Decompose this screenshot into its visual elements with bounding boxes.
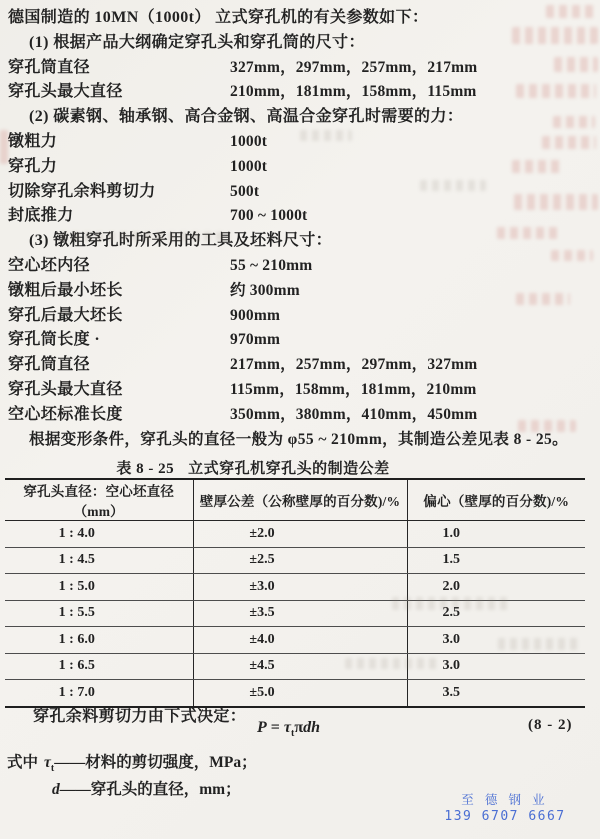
parameter-value: 115mm，158mm，181mm，210mm	[230, 380, 477, 398]
table-title: 立式穿孔机穿孔头的制造公差	[188, 461, 390, 477]
parameter-row	[8, 328, 596, 353]
parameter-value: 327mm，297mm，257mm，217mm	[230, 58, 478, 76]
parameter-row	[8, 254, 596, 279]
where-item	[44, 754, 257, 775]
table-cell: 3.5	[442, 684, 460, 700]
equation-number: (8 - 2)	[528, 717, 573, 733]
table-cell: ±2.5	[193, 547, 407, 574]
section-3-heading: (3) 镦粗穿孔时所采用的工具及坯料尺寸：	[29, 232, 333, 250]
formula-equals: =	[266, 719, 284, 736]
bleed-through-artifact	[546, 5, 596, 18]
parameter-value: 217mm，257mm，297mm，327mm	[230, 356, 478, 374]
bleed-through-artifact	[497, 227, 559, 239]
formula-where-line-1	[7, 750, 257, 774]
parameter-value: 210mm，181mm，158mm，115mm	[230, 83, 477, 101]
table-cell: 2.5	[407, 600, 585, 627]
parameter-row	[8, 279, 596, 304]
parameter-value: 1000t	[230, 157, 268, 175]
parameter-row	[8, 304, 596, 329]
table-cell: 1 : 4.5	[5, 547, 193, 574]
table-header-row	[5, 479, 585, 521]
parameter-label: 穿孔头最大直径	[8, 380, 123, 398]
table-cell: ±4.0	[193, 627, 407, 654]
bleed-through-artifact	[518, 420, 576, 432]
table-cell: 1 : 6.0	[5, 627, 193, 654]
table-cell: 2.0	[407, 574, 585, 601]
parameter-value: 970mm	[230, 331, 281, 349]
parameter-label: 镦粗后最小坯长	[8, 281, 123, 299]
bleed-through-artifact	[60, 232, 230, 241]
table-header-cell: 穿孔头直径：空心坯直径（mm）	[5, 479, 193, 521]
bleed-through-artifact	[554, 57, 598, 72]
symbol-description: ——穿孔头的直径，mm；	[59, 781, 241, 798]
parameter-row	[8, 378, 596, 403]
tolerance-table	[5, 478, 585, 708]
bleed-through-artifact	[542, 136, 596, 149]
parameter-row	[8, 56, 596, 81]
table-cell: 1.5	[407, 547, 585, 574]
parameter-row	[8, 180, 596, 205]
table-cell: 3.0	[407, 627, 585, 654]
bleed-through-artifact	[551, 250, 593, 261]
parameter-value: 900mm	[230, 306, 281, 324]
bleed-through-artifact	[498, 638, 582, 650]
section-1-heading: (1) 根据产品大纲确定穿孔头和穿孔筒的尺寸：	[29, 33, 365, 51]
table-cell: 3.0	[407, 653, 585, 680]
formula-pi: π	[294, 719, 304, 736]
parameter-label: 穿孔力	[8, 157, 58, 175]
table-cell: ±4.5	[193, 653, 407, 680]
watermark-phone: 139 6707 6667	[444, 809, 566, 824]
parameter-value: 约 300mm	[230, 281, 300, 299]
bleed-through-artifact	[512, 160, 562, 173]
symbol-d: d	[52, 781, 60, 798]
parameter-label: 穿孔筒直径	[8, 356, 91, 374]
parameter-value: 700 ~ 1000t	[230, 207, 308, 225]
bleed-through-artifact	[392, 597, 510, 610]
table-row	[5, 521, 585, 548]
table-cell: ±2.0	[193, 521, 407, 548]
bleed-through-artifact	[345, 658, 437, 669]
formula-tau: τ	[283, 719, 292, 736]
table-cell: 1 : 4.0	[5, 521, 193, 548]
bleed-through-artifact	[516, 293, 570, 305]
where-label: 式中	[7, 754, 39, 771]
parameter-value: 55 ~ 210mm	[230, 256, 313, 274]
table-cell: 1.0	[407, 521, 585, 548]
bleed-through-artifact	[300, 130, 352, 141]
table-cell: 1 : 5.5	[5, 600, 193, 627]
formula-dh: dh	[303, 719, 321, 736]
table-cell: ±5.0	[193, 680, 407, 707]
parameter-value: 1000t	[230, 132, 268, 150]
bleed-through-artifact	[420, 180, 486, 191]
table-row	[5, 653, 585, 680]
bleed-through-artifact	[0, 130, 8, 164]
parameter-label: 空心坯内径	[8, 256, 91, 274]
symbol-description: ——材料的剪切强度，MPa；	[54, 754, 257, 771]
shear-force-formula	[257, 719, 320, 739]
table-cell: ±3.0	[193, 574, 407, 601]
parameter-row	[8, 80, 596, 105]
section-2-heading: (2) 碳素钢、轴承钢、高合金钢、高温合金穿孔时需要的力：	[29, 108, 464, 126]
table-cell: 1 : 7.0	[5, 680, 193, 707]
bleed-through-artifact	[514, 194, 598, 210]
parameter-label: 穿孔头最大直径	[8, 83, 123, 101]
watermark	[440, 790, 570, 824]
parameter-row	[8, 403, 596, 428]
bleed-through-artifact	[512, 27, 598, 44]
table-number: 表 8 - 25	[116, 461, 175, 477]
bleed-through-artifact	[553, 116, 595, 128]
parameter-row	[8, 353, 596, 378]
table-header-cell: 偏心（壁厚的百分数)/%	[407, 479, 585, 521]
bleed-through-artifact	[516, 84, 596, 98]
closing-line: 根据变形条件，穿孔头的直径一般为 φ55 ~ 210mm，其制造公差见表 8 - 25。	[29, 430, 569, 448]
symbol-tau-subscript: t	[50, 763, 55, 775]
table-caption	[0, 457, 506, 478]
formula-lead-text: 穿孔余料剪切力由下式决定：	[33, 708, 247, 725]
table-cell: ±3.5	[193, 600, 407, 627]
parameter-row	[8, 204, 596, 229]
formula-P: P	[257, 719, 267, 736]
parameter-label: 封底推力	[8, 207, 74, 225]
parameter-label: 空心坯标准长度	[8, 405, 123, 423]
formula-tau-subscript: t	[291, 728, 295, 740]
parameter-value: 500t	[230, 182, 260, 200]
parameter-label: 切除穿孔余料剪切力	[8, 182, 156, 200]
parameter-label: 镦粗力	[8, 132, 58, 150]
symbol-tau: τ	[44, 754, 51, 771]
table-cell: 1 : 6.5	[5, 653, 193, 680]
parameter-label: 穿孔筒直径	[8, 58, 91, 76]
parameter-value: 350mm，380mm，410mm，450mm	[230, 405, 478, 423]
table-row	[5, 547, 585, 574]
table-header-cell: 壁厚公差（公称壁厚的百分数)/%	[193, 479, 407, 521]
parameter-label: 穿孔筒长度 ·	[8, 331, 101, 349]
formula-where-line-2	[52, 777, 241, 799]
parameter-label: 穿孔后最大坯长	[8, 306, 123, 324]
parameter-row	[8, 155, 596, 180]
watermark-company: 至 德 钢 业	[461, 793, 549, 807]
intro-line: 德国制造的 10MN（1000t） 立式穿孔机的有关参数如下：	[8, 9, 429, 26]
table-cell: 1 : 5.0	[5, 574, 193, 601]
